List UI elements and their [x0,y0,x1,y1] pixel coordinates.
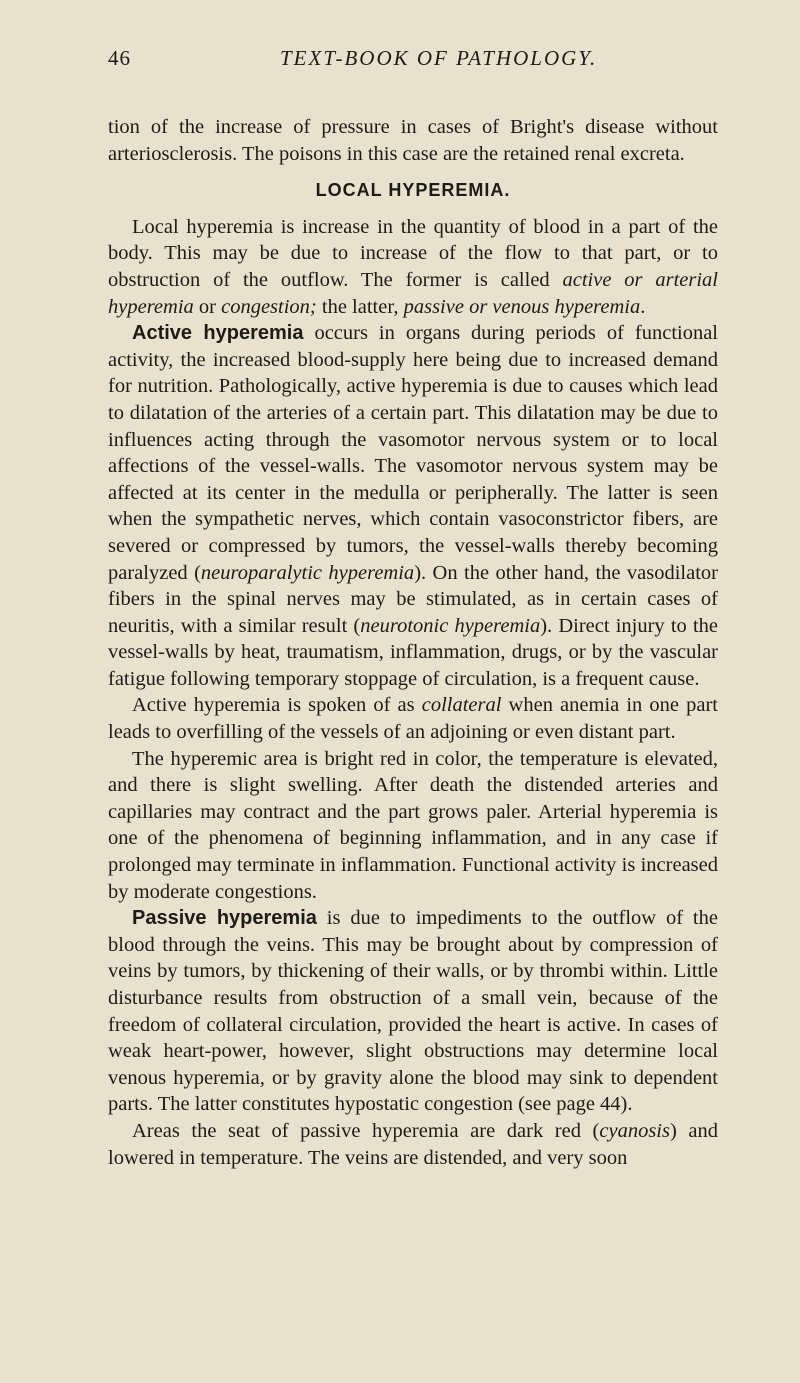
intro-text-2: or [193,295,222,318]
intro-text-4: . [640,295,646,318]
continuation-text: tion of the increase of pressure in cases of Bright's disease without arteriosclerosis. The poisons in this case are the retained renal excreta. [108,116,718,165]
page-number: 46 [108,46,131,70]
running-head [108,40,718,80]
collateral-text-1: Active hyperemia is spoken of as [132,694,422,717]
active-text-2: ). On the other hand, the vasodilator fibers in the spinal nerves may be stimulated, as in certain cases of neuritis, with a similar result ( [108,561,718,637]
passive-text-1: is due to impediments to the outflow of the blood through the veins. This may be brought about by compression of veins by tumors, by thickening of their walls, or by thrombi within. Little disturbance results from obstruction of a small vein, because of the freedom of collateral circulation, provided the heart is active. In cases of weak heart-power, however, slight obstructions may determine local venous hyperemia, or by gravity alone the blood may sink to dependent parts. The latter constitutes hypostatic congestion (see page 44). [108,907,718,1116]
lead-term-active: Active hyperemia [132,322,304,345]
appearance-text: The hyperemic area is bright red in color, the temperature is elevated, and there is slight swelling. After death the distended arteries and capillaries may contract and the part grows paler. Arterial hyperemia is one of the phenomena of beginning inflammation, and in any case if prolonged may terminate in inflammation. Functional activity is increased by moderate congestions. [108,747,718,903]
term-collateral: collateral [421,694,502,717]
active-hyperemia-paragraph [108,320,718,692]
collateral-text-2: when anemia in one part leads to overfilling of the vessels of an adjoining or even distant part. [108,694,718,744]
running-title: TEXT-BOOK OF PATHOLOGY. [280,46,598,70]
areas-paragraph [108,1118,718,1171]
active-text-1: occurs in organs during periods of functional activity, the increased blood-supply here being due to increased demand for nutrition. Pathologically, active hyperemia is due to causes which lead to dilatation of the arteries of a certain part. This dilatation may be due to influences acting through the vasomotor nervous system or to local affections of the vessel-walls. The vasomotor nervous system may be affected at its center in the medulla or peripherally. The latter is seen when the sympathetic nerves, which contain vasoconstrictor fibers, are severed or compressed by tumors, the vessel-walls thereby becoming paralyzed ( [108,322,719,584]
section-heading: LOCAL HYPEREMIA. [315,180,511,201]
term-active-arterial: active or arterial hyperemia [108,268,718,318]
appearance-paragraph [108,746,718,906]
term-neuroparalytic: neuroparalytic hyperemia [200,561,415,584]
continuation-paragraph [108,114,718,167]
active-text-3: ). Direct injury to the vessel-walls by heat, traumatism, inflammation, drugs, or by the vascular fatigue following temporary stoppage of circulation, is a frequent cause. [108,614,718,690]
intro-text-3: the latter, [316,295,404,318]
collateral-paragraph [108,692,718,745]
lead-term-passive: Passive hyperemia [132,907,317,930]
areas-text-1: Areas the seat of passive hyperemia are dark red ( [132,1119,600,1142]
term-congestion: congestion; [221,295,317,318]
intro-paragraph [108,214,718,320]
intro-text-1: Local hyperemia is increase in the quantity of blood in a part of the body. This may be due to increase of the flow to that part, or to obstruction of the outflow. The former is called [108,215,718,291]
passive-hyperemia-paragraph [108,905,718,1118]
term-cyanosis: cyanosis [599,1119,670,1142]
areas-text-2: ) and lowered in temperature. The veins are distended, and very soon [108,1119,718,1169]
term-neurotonic: neurotonic hyperemia [360,614,541,637]
body-text [108,114,718,1171]
term-passive-venous: passive or venous hyperemia [403,295,641,318]
